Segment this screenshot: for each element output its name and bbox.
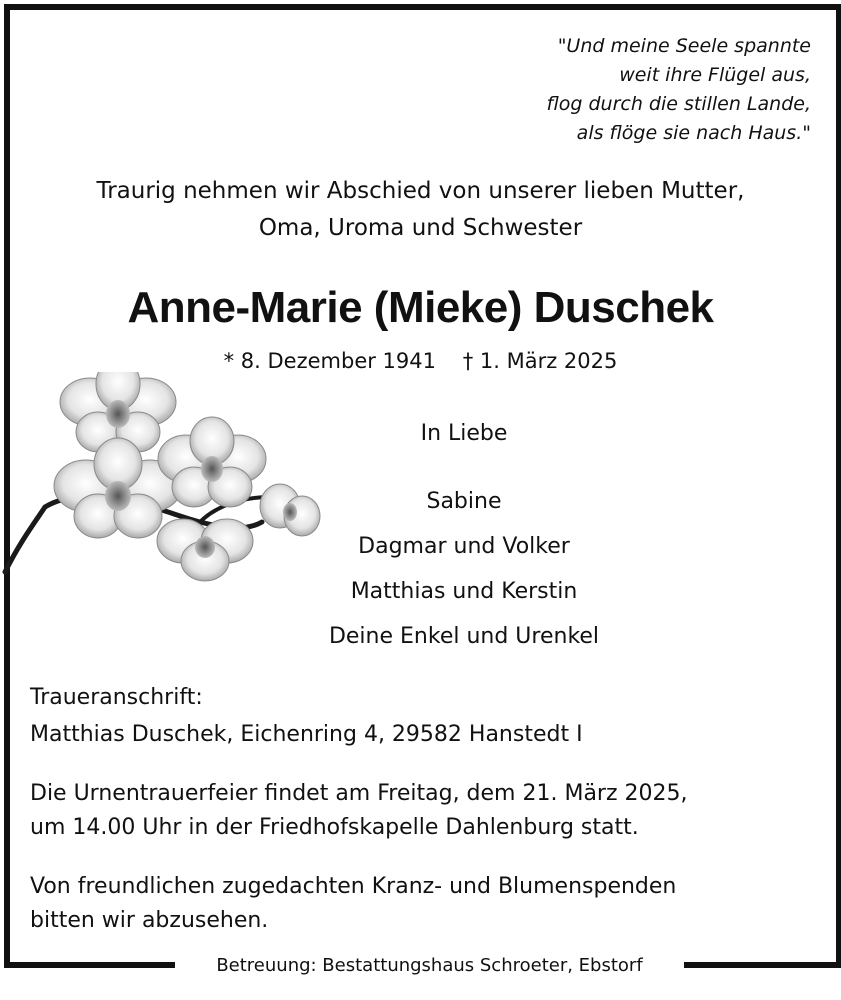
intro-text	[0, 173, 841, 247]
intro-line-2: Oma, Uroma und Schwester	[258, 215, 583, 241]
deceased-name: Anne-Marie (Mieke) Duschek	[127, 283, 714, 332]
mourner-name: Deine Enkel und Urenkel	[328, 624, 600, 649]
poem-line: weit ihre Flügel aus,	[619, 64, 811, 86]
mourning-address	[30, 679, 583, 753]
in-liebe-label: In Liebe	[420, 421, 508, 446]
poem-line: "Und meine Seele spannte	[557, 35, 811, 57]
donation-line-1: Von freundlichen zugedachten Kranz- und Blumenspenden	[30, 874, 677, 899]
mourners-list	[230, 479, 698, 659]
ceremony-line-2: um 14.00 Uhr in der Friedhofskapelle Dahlenburg statt.	[30, 815, 639, 840]
donation-line-2: bitten wir abzusehen.	[30, 908, 269, 933]
intro-line-1: Traurig nehmen wir Abschied von unserer lieben Mutter,	[96, 178, 745, 204]
ceremony-info	[30, 777, 688, 845]
funeral-home-footer: Betreuung: Bestattungshaus Schroeter, Ebstorf	[216, 955, 643, 976]
poem-line: flog durch die stillen Lande,	[546, 93, 811, 115]
mourner-name: Dagmar und Volker	[358, 534, 570, 559]
death-date: † 1. März 2025	[462, 349, 618, 373]
mourner-name: Sabine	[426, 489, 502, 514]
poem-quote	[546, 32, 811, 148]
address-label: Traueranschrift:	[30, 685, 203, 710]
address-text: Matthias Duschek, Eichenring 4, 29582 Hanstedt I	[30, 722, 583, 747]
border-bottom-left	[4, 962, 175, 968]
birth-date: * 8. Dezember 1941	[223, 349, 437, 373]
donation-note	[30, 870, 676, 938]
border-bottom-right	[684, 962, 836, 968]
mourner-name: Matthias und Kerstin	[350, 579, 578, 604]
ceremony-line-1: Die Urnentrauerfeier findet am Freitag, dem 21. März 2025,	[30, 781, 688, 806]
poem-line: als flöge sie nach Haus."	[576, 122, 811, 144]
